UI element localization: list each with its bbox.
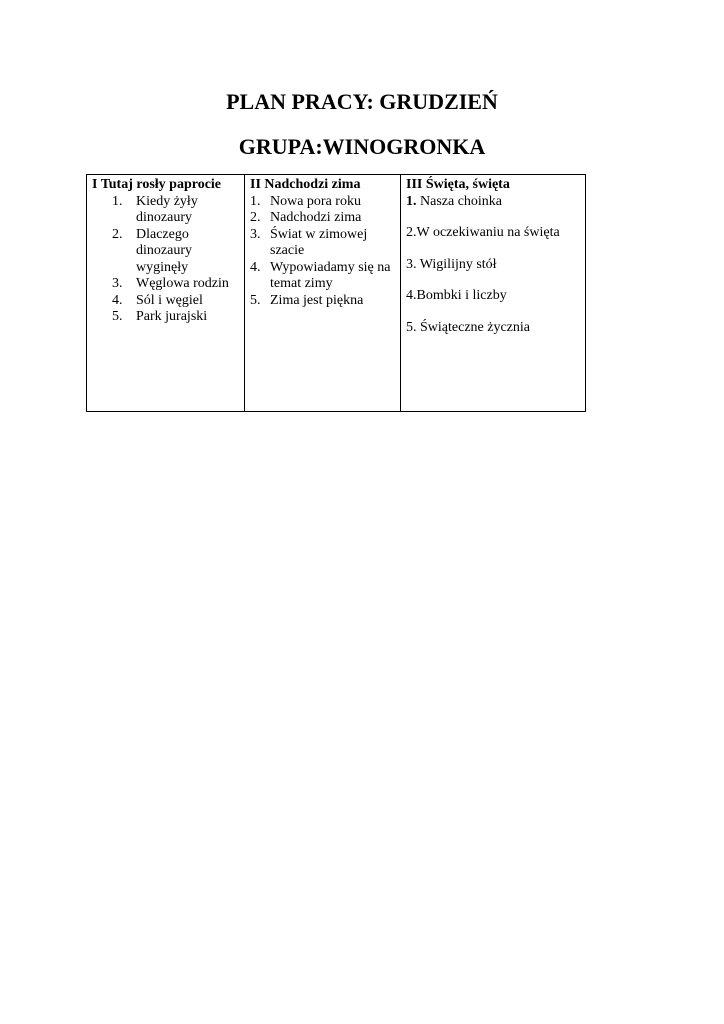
list-item [250, 210, 395, 227]
item-number: 1. [406, 193, 417, 209]
item-text: Nasza choinka [416, 193, 503, 209]
list-item [92, 309, 239, 326]
item-text: Świat w zimowej szacie [270, 226, 368, 258]
item-number: 3. [112, 276, 123, 291]
item-text: Świąteczne życznia [416, 319, 530, 335]
list-item [92, 276, 239, 293]
list-item [406, 194, 580, 211]
column-heading: I Tutaj rosły paprocie [92, 177, 222, 192]
item-number: 5. [250, 292, 261, 308]
list-item [92, 227, 239, 277]
item-text: Nowa pora roku [270, 193, 361, 209]
list-item [250, 260, 395, 293]
group-title: GRUPA:WINOGRONKA [238, 134, 486, 159]
item-number: 3. [250, 226, 261, 242]
page-title: PLAN PRACY: GRUDZIEŃ [226, 89, 498, 114]
column-week-2 [245, 175, 401, 412]
item-text: Wigilijny stół [416, 256, 497, 272]
list-item [250, 227, 395, 260]
topic-list [250, 194, 395, 310]
item-number: 3. [406, 256, 417, 272]
table-row [87, 175, 586, 412]
item-text: Dlaczego dinozaury wyginęły [136, 226, 192, 275]
item-text: Kiedy żyły dinozaury [136, 193, 198, 225]
item-text: Nadchodzi zima [270, 210, 362, 225]
item-text: Węglowa rodzin [136, 276, 229, 291]
column-week-3 [401, 175, 586, 412]
item-text: Bombki i liczby [416, 288, 507, 303]
column-week-1 [87, 175, 245, 412]
list-item [92, 293, 239, 310]
topic-list [92, 194, 239, 326]
list-item [406, 257, 580, 274]
column-heading: III Święta, święta [406, 177, 510, 192]
item-number: 4. [112, 292, 123, 308]
list-item [406, 225, 580, 242]
list-item [406, 288, 580, 305]
item-number: 1. [112, 193, 123, 209]
item-number: 2. [250, 210, 261, 225]
list-item [406, 320, 580, 337]
item-number: 2. [406, 225, 417, 240]
item-text: Sól i węgiel [136, 292, 203, 308]
item-number: 1. [250, 193, 261, 209]
list-item [92, 194, 239, 227]
list-item [250, 293, 395, 310]
item-number: 2. [112, 226, 123, 242]
item-text: Zima jest piękna [270, 292, 364, 308]
item-number: 4. [250, 259, 261, 275]
item-number: 5. [406, 319, 417, 335]
item-text: Park jurajski [136, 309, 208, 324]
item-number: 5. [112, 309, 123, 324]
item-number: 4. [406, 288, 417, 303]
item-text: Wypowiadamy się na temat zimy [270, 259, 391, 291]
list-item [250, 194, 395, 211]
item-text: W oczekiwaniu na święta [416, 225, 560, 240]
column-heading: II Nadchodzi zima [250, 177, 361, 192]
work-plan-table [86, 174, 586, 412]
